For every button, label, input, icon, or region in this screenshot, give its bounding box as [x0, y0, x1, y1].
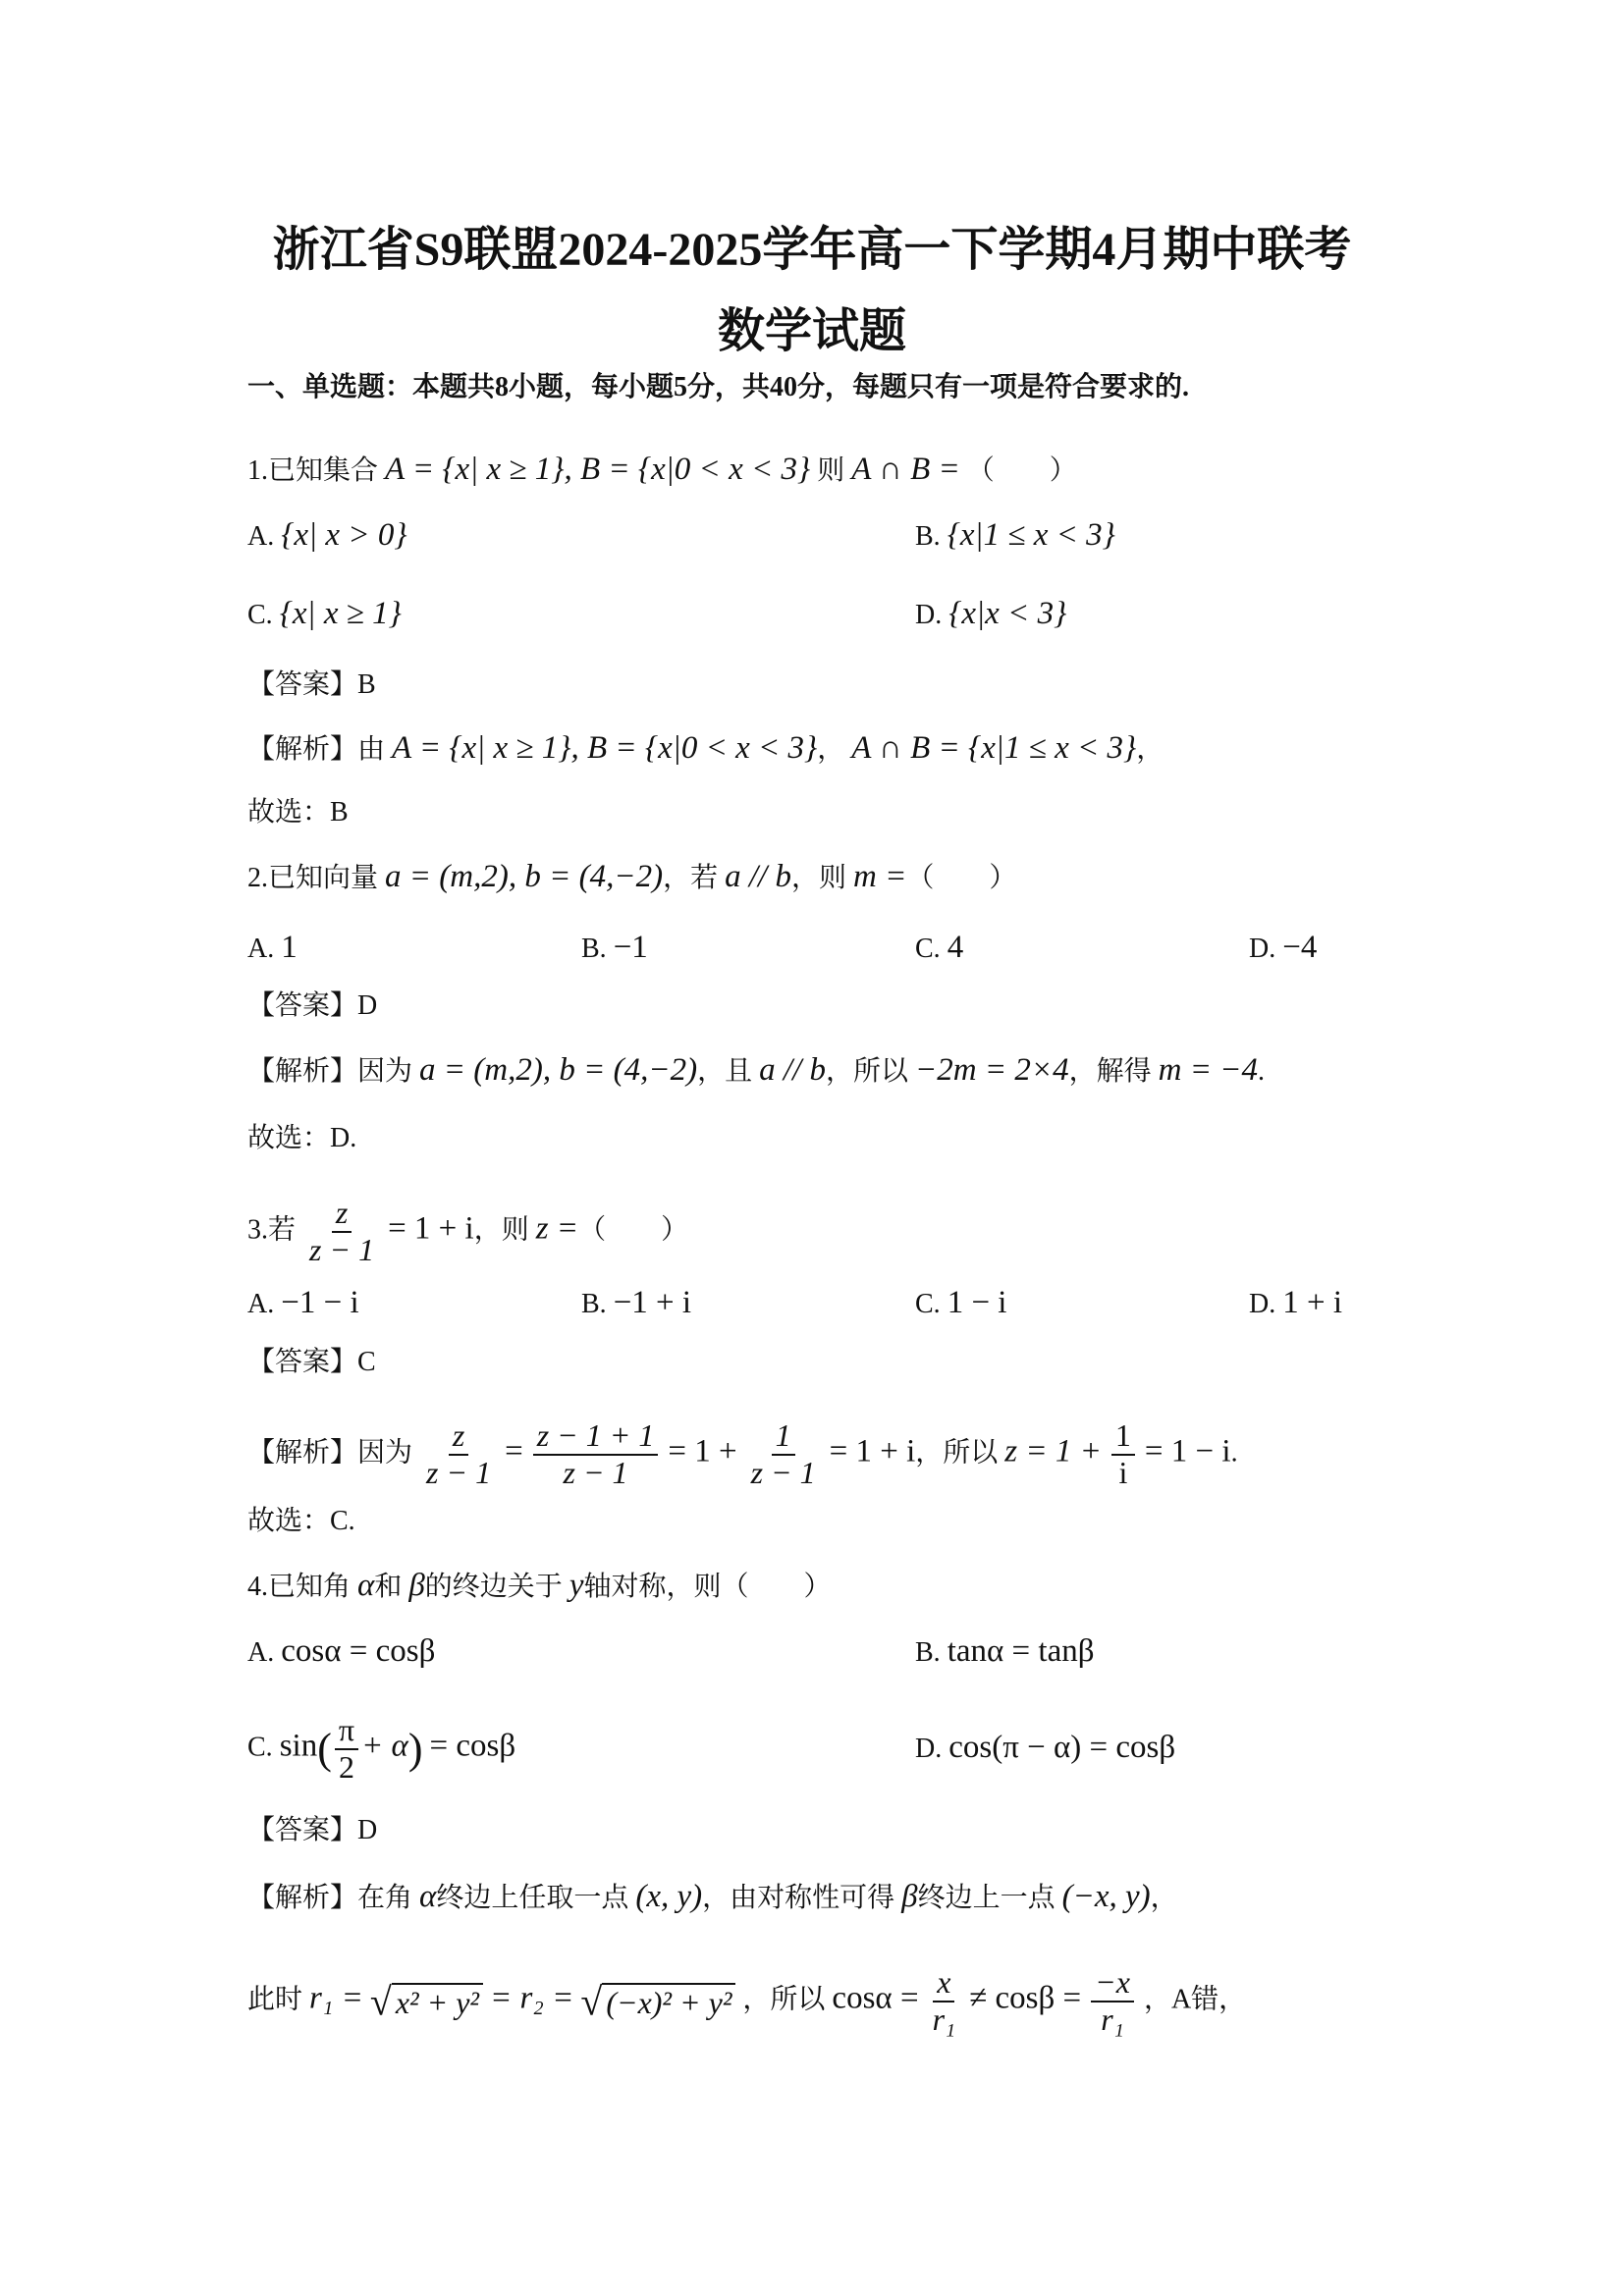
- q1-sets: A = {x| x ≥ 1}, B = {x|0 < x < 3}: [385, 452, 811, 487]
- q4-option-c: C. sin( $\frac{\pi}{2}$ + α) = cosβ: [247, 1712, 516, 1785]
- q3-choice: 故选：C.: [247, 1506, 355, 1536]
- question-2-stem: 2.已知向量 a = (m,2), b = (4,−2)，若 a // b，则 m =（ ）: [247, 859, 1017, 894]
- q2-option-a: A. 1: [247, 930, 298, 965]
- q2-option-c: C. 4: [915, 930, 964, 965]
- q4-option-a: A. cosα = cosβ: [247, 1633, 436, 1669]
- exam-subtitle: 数学试题: [717, 305, 906, 357]
- q3-option-b: B. −1 + i: [581, 1285, 692, 1320]
- q2-analysis: 【解析】因为 a = (m,2), b = (4,−2)，且 a // b，所以 −2m = 2×4，解得 m = −4.: [247, 1052, 1266, 1088]
- q1-option-c: C. {x| x ≥ 1}: [247, 596, 402, 631]
- q3-option-d: D. 1 + i: [1249, 1285, 1343, 1320]
- q1-option-d: D. {x|x < 3}: [915, 596, 1067, 631]
- q2-answer: 【答案】D: [247, 990, 378, 1021]
- section-heading: 一、单选题：本题共8小题，每小题5分，共40分，每题只有一项是符合要求的.: [247, 372, 1190, 402]
- q4-option-d: D. cos(π − α) = cosβ: [915, 1730, 1176, 1765]
- q2-option-d: D. −4: [1249, 930, 1318, 965]
- q4-analysis-line-1: 【解析】在角 α终边上任取一点 (x, y)，由对称性可得 β终边上一点 (−x, y)，: [247, 1879, 1178, 1914]
- q2-choice: 故选：D.: [247, 1123, 357, 1153]
- question-3-stem: 3.若 $\frac{z}{z - 1}$ = 1 + i，则 z =（ ）: [247, 1195, 689, 1267]
- q1-answer: 【答案】B: [247, 669, 376, 700]
- q4-analysis-line-2: 此时 r₁ = √ x² + y² = r₂ = √ (−x)² + y² ，所以 cosα = $\frac{x}{\text{r₁}}$ ≠ cosβ = $\frac{-x}{\text{r₁}}$ ，A错，: [247, 1964, 1247, 2037]
- q1-analysis: 【解析】由 A = {x| x ≥ 1}, B = {x|0 < x < 3}， A ∩ B = {x|1 ≤ x < 3}，: [247, 730, 1164, 766]
- q2-option-b: B. −1: [581, 930, 648, 965]
- q4-option-b: B. tanα = tanβ: [915, 1633, 1095, 1669]
- q1-choice: 故选：B: [247, 797, 349, 828]
- question-4-stem: 4.已知角 α和 β的终边关于 y轴对称，则（ ）: [247, 1568, 832, 1603]
- q4-answer: 【答案】D: [247, 1815, 378, 1845]
- q1-option-a: A. {x| x > 0}: [247, 517, 407, 553]
- q3-analysis: 【解析】因为 $\frac{z}{z - 1}$ = $\frac{z - 1 + 1}{z - 1}$ = 1 + $\frac{1}{z - 1}$ = 1 + i，所以 z = 1 + $\frac{1}{i}$ = 1 − i.: [247, 1417, 1238, 1490]
- exam-title: 浙江省S9联盟2024-2025学年高一下学期4月期中联考: [272, 224, 1352, 276]
- q3-answer: 【答案】C: [247, 1347, 376, 1377]
- q3-option-a: A. −1 − i: [247, 1285, 359, 1320]
- question-1-stem: 1.已知集合 A = {x| x ≥ 1}, B = {x|0 < x < 3} 则 A ∩ B = （ ）: [247, 452, 1077, 487]
- q3-option-c: C. 1 − i: [915, 1285, 1007, 1320]
- q1-option-b: B. {x|1 ≤ x < 3}: [915, 517, 1115, 553]
- q3-fraction: $\frac{z}{z - 1}$: [309, 1195, 375, 1267]
